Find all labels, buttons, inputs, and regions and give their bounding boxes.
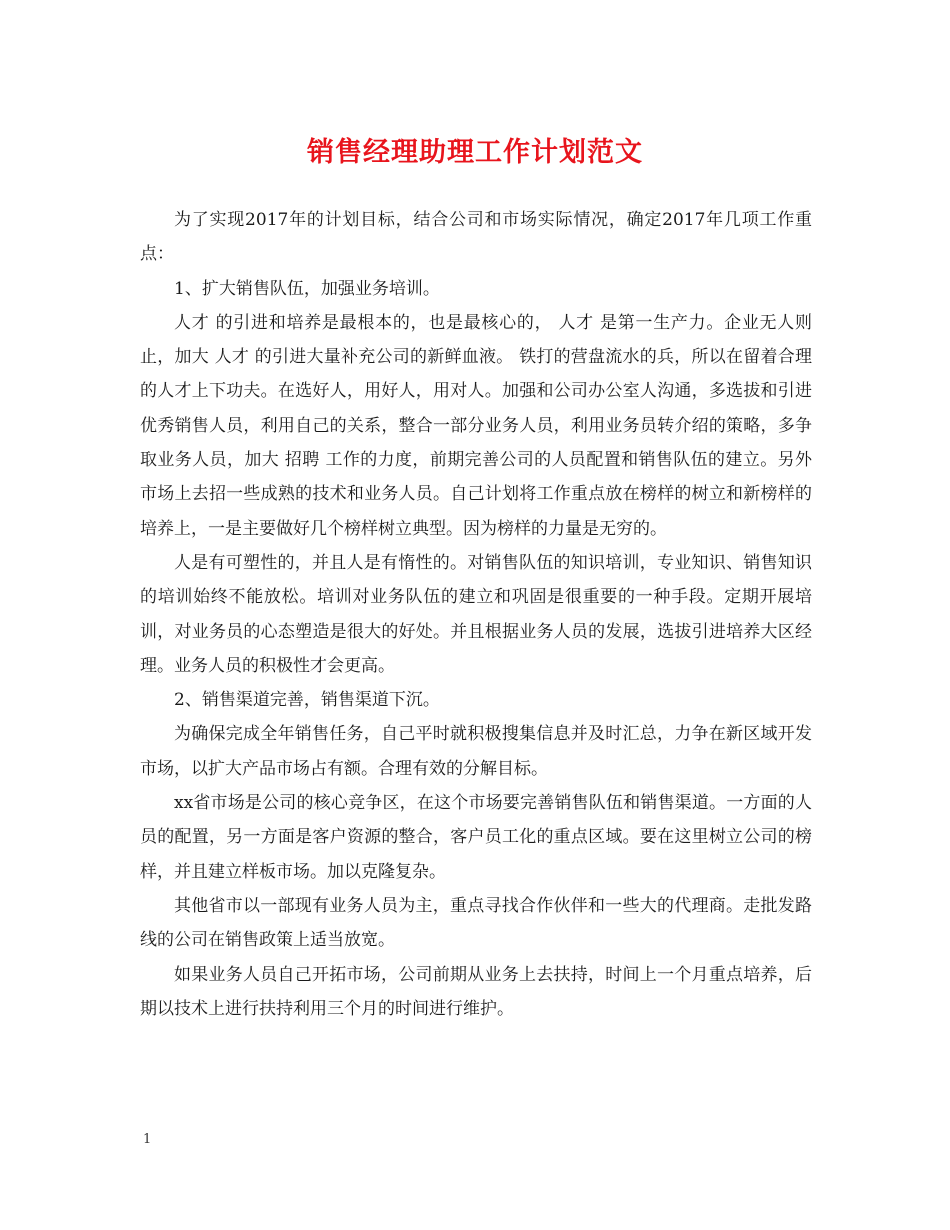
paragraph-sales-target: 为确保完成全年销售任务，自己平时就积极搜集信息并及时汇总，力争在新区域开发市场，以扩大产品市场占有额。合理有效的分解目标。 bbox=[140, 724, 812, 779]
section-heading-2: 2、销售渠道完善，销售渠道下沉。 bbox=[174, 690, 440, 711]
paragraph-intro: 为了实现2017年的计划目标，结合公司和市场实际情况，确定2017年几项工作重点： bbox=[140, 210, 812, 265]
document-body bbox=[140, 203, 812, 1026]
paragraph-other-provinces: 其他省市以一部现有业务人员为主，重点寻找合作伙伴和一些大的代理商。走批发路线的公司在销售政策上适当放宽。 bbox=[140, 895, 812, 951]
page-number: 1 bbox=[143, 1132, 152, 1147]
paragraph-core-market: xx省市场是公司的核心竞争区，在这个市场要完善销售队伍和销售渠道。一方面的人员的配置，另一方面是客户资源的整合，客户员工化的重点区域。要在这里树立公司的榜样，并且建立样板市场。加以克隆复杂。 bbox=[140, 793, 812, 882]
page-title: 销售经理助理工作计划范文 bbox=[307, 137, 643, 168]
paragraph-support: 如果业务人员自己开拓市场，公司前期从业务上去扶持，时间上一个月重点培养，后期以技术上进行扶持利用三个月的时间进行维护。 bbox=[140, 964, 812, 1019]
section-heading-1: 1、扩大销售队伍，加强业务培训。 bbox=[174, 278, 440, 299]
paragraph-talent: 人才 的引进和培养是最根本的，也是最核心的， 人才 是第一生产力。企业无人则止，加大 人才 的引进大量补充公司的新鲜血液。 铁打的营盘流水的兵，所以在留着合理的人才上下功夫。在选好人，用好人，用对人。加强和公司办公室人沟通，多选拔和引进优秀销售人员，利用自己的关系，整合一部分业务人员，利用业务员转介绍的策略，多争取业务人员，加大 招聘 工作的力度，前期完善公司的人员配置和销售队伍的建立。另外市场上去招一些成熟的技术和业务人员。自己计划将工作重点放在榜样的树立和新榜样的培养上，一是主要做好几个榜样树立典型。因为榜样的力量是无穷的。 bbox=[140, 312, 812, 539]
paragraph-training: 人是有可塑性的，并且人是有惰性的。对销售队伍的知识培训，专业知识、销售知识的培训始终不能放松。培训对业务队伍的建立和巩固是很重要的一种手段。定期开展培训，对业务员的心态塑造是很大的好处。并且根据业务人员的发展，选拔引进培养大区经理。业务人员的积极性才会更高。 bbox=[140, 552, 812, 676]
